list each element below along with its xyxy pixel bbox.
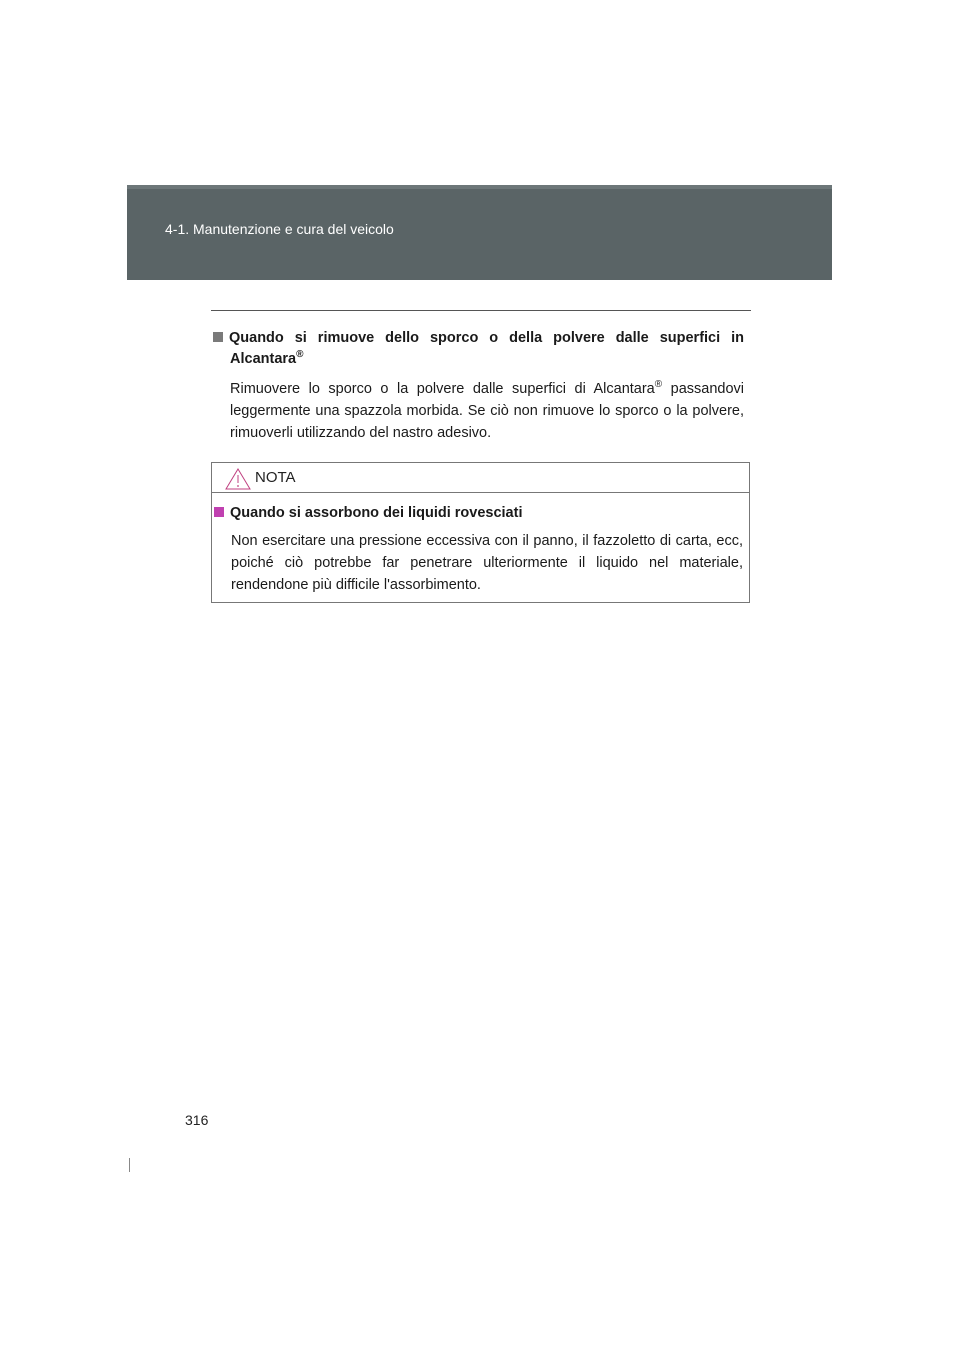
- heading-line2-text: Alcantara: [230, 351, 297, 367]
- nota-title: Quando si assorbono dei liquidi rovesciati: [230, 505, 523, 521]
- section-body: [213, 378, 744, 444]
- nota-header: [212, 463, 749, 493]
- registered-mark-2: ®: [654, 379, 663, 391]
- alcantara-section: [213, 328, 744, 444]
- top-rule: [211, 310, 751, 311]
- header-edge: [127, 185, 832, 189]
- nota-label: NOTA: [255, 469, 296, 486]
- heading-line1: Quando si rimuove dello sporco o della polvere dalle superfici in: [229, 330, 744, 346]
- nota-body-text: Non esercitare una pressione eccessiva con il panno, il fazzoletto di carta, ecc, poiché ciò potrebbe far penetrare ulteriormente il liquido nel materiale, rendendone più difficile l'assorbimento.: [231, 533, 743, 593]
- nota-heading: [212, 503, 743, 524]
- heading-line2: [213, 349, 744, 370]
- square-bullet-icon: [213, 332, 223, 342]
- nota-content: [212, 503, 743, 596]
- body-part-a: Rimuovere lo sporco o la polvere dalle superfici di Alcantara: [230, 381, 655, 397]
- body-part-b: passandovi leggermente una spazzola morbida. Se ciò non rimuove lo sporco o la polvere, rimuoverli utilizzando del nastro adesivo.: [230, 381, 745, 441]
- registered-mark: ®: [296, 349, 304, 361]
- section-header: [127, 185, 832, 280]
- nota-box: [211, 462, 750, 603]
- crop-mark: [129, 1158, 130, 1172]
- page-number: 316: [185, 1112, 209, 1128]
- warning-triangle-icon: [225, 468, 251, 490]
- section-title: 4-1. Manutenzione e cura del veicolo: [165, 221, 394, 237]
- section-heading: [213, 328, 744, 349]
- magenta-square-bullet-icon: [214, 507, 224, 517]
